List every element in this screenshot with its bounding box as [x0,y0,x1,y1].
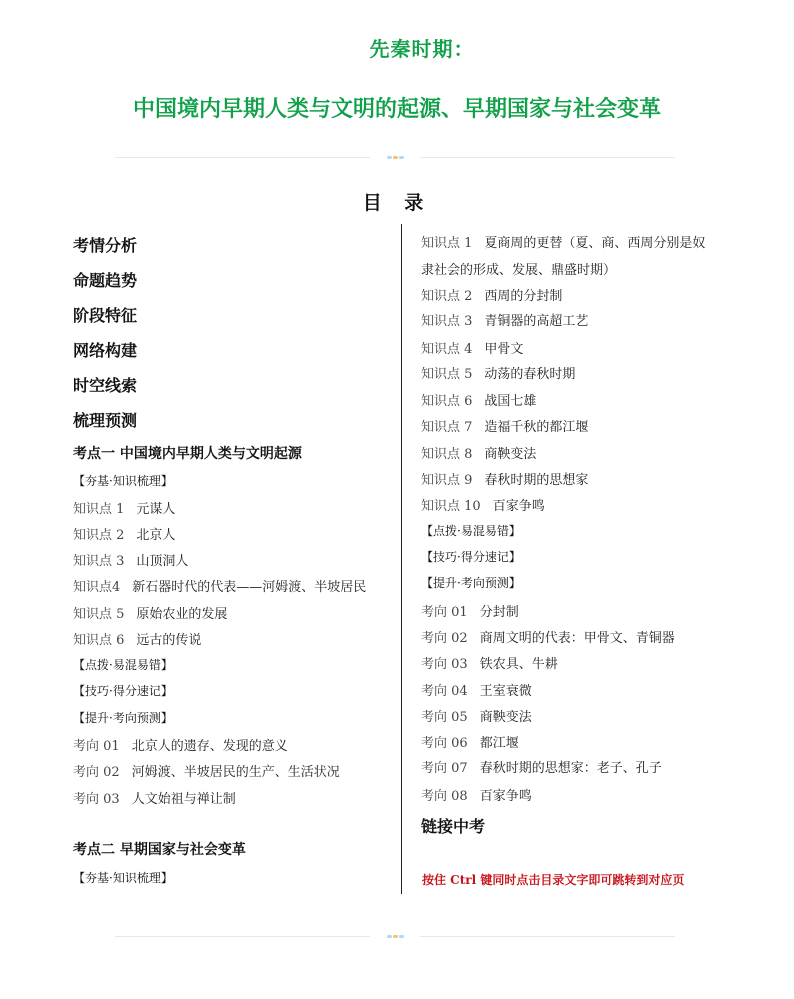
toc-link-kaodian1[interactable]: 考点一 中国境内早期人类与文明起源 [73,446,302,462]
toc-link-wangluo[interactable]: 网络构建 [73,341,138,360]
divider-ornament-icon [377,155,413,161]
toc-link-point[interactable]: 知识点 6 战国七雄 [421,394,537,409]
toc-link-jiqiao-1[interactable]: 【技巧·得分速记】 [73,684,173,698]
toc-link-point[interactable]: 知识点 1 元谋人 [73,502,176,517]
toc-link-jieduan[interactable]: 阶段特征 [73,306,138,325]
toc-link-kaoxiang[interactable]: 考向 05 商鞅变法 [421,710,532,725]
toc-link-point[interactable]: 知识点 1 夏商周的更替（夏、商、西周分别是奴 [421,236,706,251]
toc-link-point[interactable]: 知识点 7 造福千秋的都江堰 [421,420,589,435]
toc-link-kaodian2[interactable]: 考点二 早期国家与社会变革 [73,842,246,858]
toc-link-kaoqing[interactable]: 考情分析 [73,236,138,255]
toc-link-kaoxiang[interactable]: 考向 03 铁农具、牛耕 [421,657,558,672]
toc-link-kaoxiang[interactable]: 考向 02 商周文明的代表：甲骨文、青铜器 [421,631,675,646]
document-title-line2: 中国境内早期人类与文明的起源、早期国家与社会变革 [132,97,661,122]
bottom-divider [115,934,675,940]
toc-link-point[interactable]: 知识点 2 西周的分封制 [421,289,563,304]
column-separator [401,224,402,894]
toc-link-point[interactable]: 知识点 2 北京人 [73,528,176,543]
toc-link-point[interactable]: 知识点 6 远古的传说 [73,633,202,648]
toc-link-kaoxiang[interactable]: 考向 04 王室衰微 [421,684,532,699]
toc-link-shikong[interactable]: 时空线索 [73,376,138,395]
toc-link-kaoxiang[interactable]: 考向 02 河姆渡、半坡居民的生产、生活状况 [73,765,340,780]
toc-link-point[interactable]: 知识点 10 百家争鸣 [421,499,545,514]
top-divider [115,155,675,161]
toc-link-hangji-1[interactable]: 【夯基·知识梳理】 [73,474,173,488]
toc-link-kaoxiang[interactable]: 考向 03 人文始祖与禅让制 [73,792,236,807]
toc-link-tisheng-2[interactable]: 【提升·考向预测】 [421,576,521,590]
toc-link-dianbo-1[interactable]: 【点拨·易混易错】 [73,658,173,672]
toc-link-point[interactable]: 知识点 3 山顶洞人 [73,554,189,569]
ctrl-click-hint: 按住 Ctrl 键同时点击目录文字即可跳转到对应页 [422,873,685,887]
toc-link-kaoxiang[interactable]: 考向 07 春秋时期的思想家：老子、孔子 [421,761,662,776]
toc-link-dianbo-2[interactable]: 【点拨·易混易错】 [421,524,521,538]
toc-link-point[interactable]: 知识点4 新石器时代的代表——河姆渡、半坡居民 [73,580,367,595]
toc-link-zhongkao[interactable]: 链接中考 [421,817,486,836]
toc-link-kaoxiang[interactable]: 考向 01 分封制 [421,605,519,620]
toc-link-kaoxiang[interactable]: 考向 08 百家争鸣 [421,789,532,804]
toc-link-jiqiao-2[interactable]: 【技巧·得分速记】 [421,550,521,564]
toc-link-point[interactable]: 知识点 4 甲骨文 [421,342,524,357]
toc-link-point[interactable]: 知识点 8 商鞅变法 [421,447,537,462]
toc-link-mingti[interactable]: 命题趋势 [73,271,138,290]
toc-link-hangji-2[interactable]: 【夯基·知识梳理】 [73,871,173,885]
toc-link-point-continued[interactable]: 隶社会的形成、发展、鼎盛时期） [421,263,617,278]
toc-link-kaoxiang[interactable]: 考向 01 北京人的遗存、发现的意义 [73,739,288,754]
toc-link-point[interactable]: 知识点 5 原始农业的发展 [73,607,228,622]
toc-link-shuli[interactable]: 梳理预测 [73,411,138,430]
toc-heading: 目 录 [362,192,432,214]
toc-link-tisheng-1[interactable]: 【提升·考向预测】 [73,711,173,725]
toc-link-point[interactable]: 知识点 3 青铜器的高超工艺 [421,314,589,329]
toc-link-point[interactable]: 知识点 9 春秋时期的思想家 [421,473,589,488]
toc-link-kaoxiang[interactable]: 考向 06 都江堰 [421,736,519,751]
toc-link-point[interactable]: 知识点 5 动荡的春秋时期 [421,367,576,382]
document-title-line1: 先秦时期： [369,37,475,61]
divider-ornament-icon [377,934,413,940]
